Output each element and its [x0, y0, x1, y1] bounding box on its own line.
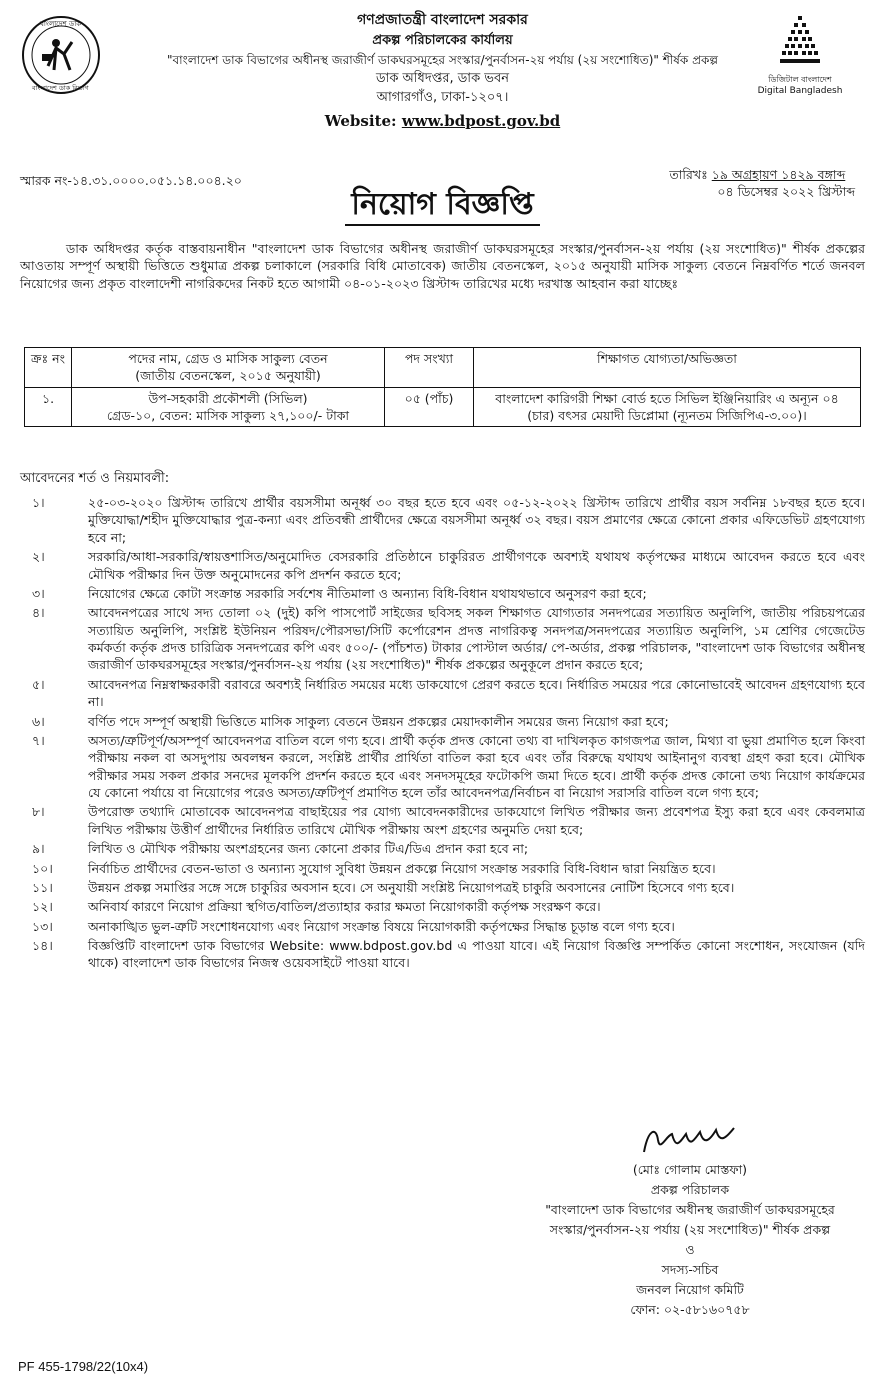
item-number: ৭। — [32, 732, 45, 748]
website-link[interactable]: www.bdpost.gov.bd — [401, 111, 561, 130]
header-count: পদ সংখ্যা — [385, 348, 474, 388]
header-serial: ক্রঃ নং — [25, 348, 72, 388]
item-text: বর্ণিত পদে সম্পূর্ণ অস্থায়ী ভিত্তিতে মাসিক সাকুল্য বেতনে উন্নয়ন প্রকল্পের মেয়াদকালীন সময়ের জন্য নিয়োগ করা হবে; — [88, 713, 669, 729]
department-name: ডাক অধিদপ্তর, ডাক ভবন — [375, 70, 509, 86]
project-name: "বাংলাদেশ ডাক বিভাগের অধীনস্থ জরাজীর্ণ ডাকঘরসমূহের সংস্কার/পুনর্বাসন-২য় পর্যায় (২য় সংশোধিত)" শীর্ষক প্রকল্প — [166, 52, 719, 67]
notice-title-wrap — [0, 186, 885, 226]
intro-paragraph: ডাক অধিদপ্তর কর্তৃক বাস্তবায়নাধীন "বাংলাদেশ ডাক বিভাগের অধীনস্থ জরাজীর্ণ ডাকঘরসমূহের সংস্কার/পুনর্বাসন-২য় পর্যায় (২য় সংশোধিত)" শীর্ষক প্রকল্পের আওতায় সম্পূর্ণ অস্থায়ী ভিত্তিতে শুধুমাত্র প্রকল্প চলাকালে (সরকারি বিধি মোতাবেক) জাতীয় বেতনস্কেল, ২০১৫ অনুযায়ী মাসিক সাকুল্য বেতনে নিম্নবর্ণিত শর্তে জনবল নিয়োগের জন্য প্রকৃত বাংলাদেশী নাগরিকদের নিকট হতে আগামী ০৪-০১-২০২৩ খ্রিস্টাব্দ তারিখের মধ্যে দরখাস্ত আহবান করা যাচ্ছেঃ — [20, 241, 865, 291]
digital-bangladesh-en: Digital Bangladesh — [757, 86, 843, 97]
item-number: ২। — [32, 549, 45, 565]
publication-code: PF 455-1798/22(10x4) — [18, 1359, 149, 1374]
row-qualification: বাংলাদেশ কারিগরী শিক্ষা বোর্ড হতে সিভিল ইঞ্জিনিয়ারিং এ অন্যূন ০৪ (চার) বৎসর মেয়াদী ডিপ্লোমা (ন্যূনতম সিজিপিএ-৩.০০)। — [474, 387, 861, 427]
list-item — [20, 676, 865, 711]
list-item — [20, 898, 865, 915]
list-item — [20, 840, 865, 857]
list-item — [20, 879, 865, 896]
signatory-name: (মোঃ গোলাম মোস্তফা) — [632, 1162, 748, 1177]
header-post-line2: (জাতীয় বেতনস্কেল, ২০১৫ অনুযায়ী) — [135, 368, 321, 384]
item-number: ৬। — [32, 713, 45, 729]
item-text: আবেদনপত্রের সাথে সদ্য তোলা ০২ (দুই) কপি পাসপোর্ট সাইজের ছবিসহ সকল শিক্ষাগত যোগ্যতার সনদপত্রের সত্যায়িত অনুলিপি, জাতীয় পরিচয়পত্রের সত্যায়িত অনুলিপি, সংশ্লিষ্ট ইউনিয়ন পরিষদ/পৌরসভা/সিটি কর্পোরেশন প্রদত্ত নাগরিকত্ব সনদপত্র/সনদপত্রের সত্যায়িত অনুলিপি, ১ম শ্রেণির গেজেটেড কর্মকর্তা কর্তৃক প্রদত্ত চারিত্রিক সনদপত্রের কপি এবং ৫০০/- (পাঁচশত) টাকার পোস্টাল অর্ডার/ পে-অর্ডার, প্রকল্প পরিচালক, "বাংলাদেশ ডাক বিভাগের অধীনস্থ জরাজীর্ণ ডাকঘরসমূহের সংস্কার/পুনর্বাসন-২য় পর্যায় (২য় সংশোধিত)" শীর্ষক প্রকল্পের অনুকূলে প্রদান করতে হবে; — [88, 605, 865, 673]
item-number: ১২। — [32, 899, 53, 915]
signatory-project-line1: "বাংলাদেশ ডাক বিভাগের অধীনস্থ জরাজীর্ণ ডাকঘরসমূহের — [545, 1202, 835, 1217]
list-item — [20, 585, 865, 602]
list-item — [20, 918, 865, 935]
website-line — [0, 110, 885, 133]
item-number: ৯। — [32, 841, 45, 857]
signatory-designation: প্রকল্প পরিচালক — [650, 1182, 730, 1197]
item-text: সরকারি/আধা-সরকারি/স্বায়ত্তশাসিত/অনুমোদিত বেসরকারি প্রতিষ্ঠানে চাকুরিরত প্রার্থীগণকে অবশ্যই যথাযথ কর্তৃপক্ষের মাধ্যমে আবেদন করতে হবে এবং মৌখিক পরীক্ষার দিন উক্ত অনুমোদনের কপি প্রদর্শন করতে হবে; — [88, 549, 865, 582]
item-number: ১১। — [32, 879, 53, 895]
notice-title: নিয়োগ বিজ্ঞপ্তি — [345, 186, 539, 226]
conditions-title: আবেদনের শর্ত ও নিয়মাবলী: — [20, 471, 170, 486]
item-text: নির্বাচিত প্রার্থীদের বেতন-ভাতা ও অন্যান্য সুযোগ সুবিধা উন্নয়ন প্রকল্পে নিয়োগ সংক্রান্ত সরকারি বিধি-বিধান দ্বারা নিয়ন্ত্রিত হবে। — [88, 860, 716, 876]
list-item — [20, 860, 865, 877]
item-text: উপরোক্ত তথ্যাদি মোতাবেক আবেদনপত্র বাছাইয়ের পর যোগ্য আবেদনকারীদের ডাকযোগে লিখিত পরীক্ষার জন্য প্রবেশপত্র ইস্যু করা হবে এবং কেবলমাত্র লিখিত পরীক্ষায় উত্তীর্ণ প্রার্থীদের নির্ধারিত তারিখে মৌখিক পরীক্ষায় অংশ গ্রহণের অনুমতি দেয়া হবে; — [88, 804, 865, 837]
item-text: লিখিত ও মৌখিক পরীক্ষায় অংশগ্রহনের জন্য কোনো প্রকার টিএ/ডিএ প্রদান করা হবে না; — [88, 841, 529, 857]
signatory-phone: ফোন: ০২-৫৮১৬০৭৫৮ — [630, 1302, 750, 1317]
header-post — [72, 348, 385, 388]
conditions-list — [20, 494, 865, 974]
digital-bangladesh-bn: ডিজিটাল বাংলাদেশ — [768, 75, 832, 85]
item-number: ১৪। — [32, 938, 53, 953]
header-post-line1: পদের নাম, গ্রেড ও মাসিক সাকুল্য বেতন — [128, 351, 328, 366]
list-item — [20, 494, 865, 546]
signature-block — [525, 1122, 855, 1320]
item-text: অনিবার্য কারণে নিয়োগ প্রক্রিয়া স্থগিত/বাতিল/প্রত্যাহার করার ক্ষমতা নিয়োগকারী কর্তৃপক্ষ সংরক্ষণ করে। — [88, 899, 601, 915]
signature-scribble — [630, 1122, 750, 1160]
row-post-name: উপ-সহকারী প্রকৌশলী (সিভিল) — [148, 390, 308, 406]
row-post — [72, 387, 385, 427]
item-text: অনাকাঙ্খিত ভুল-ত্রুটি সংশোধনযোগ্য এবং নিয়োগ সংক্রান্ত বিষয়ে নিয়োগকারী কর্তৃপক্ষের সিদ্ধান্ত চূড়ান্ত বলে গণ্য হবে। — [88, 918, 675, 934]
list-item — [20, 937, 865, 972]
post-table — [24, 347, 861, 427]
item-number: ১। — [32, 495, 45, 510]
item-number: ৪। — [32, 605, 45, 621]
signatory-project-line2: সংস্কার/পুনর্বাসন-২য় পর্যায় (২য় সংশোধিত)" শীর্ষক প্রকল্প — [549, 1222, 831, 1237]
list-item — [20, 548, 865, 583]
header-qualification: শিক্ষাগত যোগ্যতা/অভিজ্ঞতা — [474, 348, 861, 388]
signatory-member-secretary: সদস্য-সচিব — [661, 1262, 719, 1277]
letterhead — [0, 10, 885, 132]
office-name: প্রকল্প পরিচালকের কার্যালয় — [372, 33, 513, 48]
date-bangla: ১৯ অগ্রহায়ণ ১৪২৯ বঙ্গাব্দ — [711, 167, 846, 182]
row-count: ০৫ (পাঁচ) — [385, 387, 474, 427]
item-number: ৫। — [32, 676, 45, 692]
item-number: ৩। — [32, 585, 45, 601]
list-item — [20, 713, 865, 730]
signatory-and: ও — [685, 1242, 695, 1257]
item-number: ১০। — [32, 860, 53, 876]
table-row — [25, 387, 861, 427]
item-text: অসত্য/ত্রুটিপূর্ণ/অসম্পূর্ণ আবেদনপত্র বাতিল বলে গণ্য হবে। প্রার্থী কর্তৃক প্রদত্ত কোনো তথ্য বা দাখিলকৃত কাগজপত্র জাল, মিথ্যা বা ভুয়া প্রমাণিত হলে কিংবা পরীক্ষায় নকল বা অসদুপায় অবলম্বন করলে, সংশ্লিষ্ট প্রার্থীর প্রার্থিতা বাতিল করা হবে এবং তাঁর বিরুদ্ধে যথাযথ আইনানুগ ব্যবস্থা গ্রহণ করা হবে। মৌখিক পরীক্ষার সময় সকল প্রকার সনদের মূলকপি প্রদর্শন করতে হবে এবং সনদসমূহের ফটোকপি জমা দিতে হবে। প্রার্থী কর্তৃক প্রদত্ত কোনো তথ্য নিয়োগ কার্যক্রমের যে কোনো পর্যায়ে বা নিয়োগের পরেও অসত্য/ত্রুটিপূর্ণ প্রমাণিত হলে তাঁর আবেদনপত্র/নির্বাচন বা নিয়োগ সরাসরি বাতিল বলে গণ্য হবে; — [88, 732, 865, 800]
date-english: ০৪ ডিসেম্বর ২০২২ খ্রিস্টাব্দ — [717, 184, 855, 200]
government-name: গণপ্রজাতন্ত্রী বাংলাদেশ সরকার — [357, 12, 528, 28]
row-post-grade: গ্রেড-১০, বেতন: মাসিক সাকুল্য ২৭,১০০/- টাকা — [106, 407, 350, 423]
seal-bottom-text: বাংলাদেশ ডাক বিভাগ — [32, 84, 89, 92]
item-text: আবেদনপত্র নিম্নস্বাক্ষরকারী বরাবরে অবশ্যই নির্ধারিত সময়ের মধ্যে ডাকযোগে প্রেরণ করতে হবে। নির্ধারিত সময়ের পরে কোনোভাবেই আবেদন গ্রহণযোগ্য হবে না। — [88, 676, 865, 710]
table-header-row — [25, 348, 861, 388]
list-item — [20, 803, 865, 838]
item-text: ২৫-০৩-২০২০ খ্রিস্টাব্দ তারিখে প্রার্থীর বয়সসীমা অনূর্ধ্ব ৩০ বছর হতে হবে এবং ০৫-১২-২০২২ খ্রিস্টাব্দ তারিখে প্রার্থীর বয়স সর্বনিম্ন ১৮বছর হতে হবে। মুক্তিযোদ্ধা/শহীদ মুক্তিযোদ্ধার পুত্র-কন্যা এবং প্রতিবন্ধী প্রার্থীদের ক্ষেত্রে বয়সসীমা অনূর্ধ্ব ৩২ বছর। বয়স প্রমাণের ক্ষেত্রে কোনো প্রকার এফিডেভিট গ্রহণযোগ্য হবে না; — [88, 495, 865, 545]
address: আগারগাঁও, ঢাকা-১২০৭। — [376, 90, 509, 105]
row-serial: ১. — [25, 387, 72, 427]
memo-number: স্মারক নং-১৪.৩১.০০০০.০৫১.১৪.০০৪.২০ — [20, 173, 242, 188]
item-text: উন্নয়ন প্রকল্প সমাপ্তির সঙ্গে সঙ্গে চাকুরির অবসান হবে। সে অনুযায়ী সংশ্লিষ্ট নিয়োগপত্রই চাকুরি অবসানের নোটিশ হিসেবে গণ্য হবে। — [88, 879, 735, 895]
website-label: Website: — [324, 111, 397, 130]
item-number: ৮। — [32, 804, 45, 820]
list-item — [20, 604, 865, 674]
seal-top-text: বাংলাদেশ ডাক — [40, 20, 82, 28]
item-text: নিয়োগের ক্ষেত্রে কোটা সংক্রান্ত সরকারি সর্বশেষ নীতিমালা ও অন্যান্য বিধি-বিধান যথাযথভাবে অনুসরণ করা হবে; — [88, 585, 647, 601]
item-number: ১৩। — [32, 918, 53, 934]
list-item — [20, 732, 865, 802]
date-label: তারিখঃ — [669, 167, 708, 182]
item-text: বিজ্ঞপ্তিটি বাংলাদেশ ডাক বিভাগের Website: www.bdpost.gov.bd এ পাওয়া যাবে। এই নিয়োগ বিজ্ঞপ্তি সম্পর্কিত কোনো সংশোধন, সংযোজন (যদি থাকে) বাংলাদেশ ডাক বিভাগের নিজস্ব ওয়েবসাইটে পাওয়া যাবে। — [88, 938, 865, 971]
signatory-committee: জনবল নিয়োগ কমিটি — [636, 1282, 744, 1297]
